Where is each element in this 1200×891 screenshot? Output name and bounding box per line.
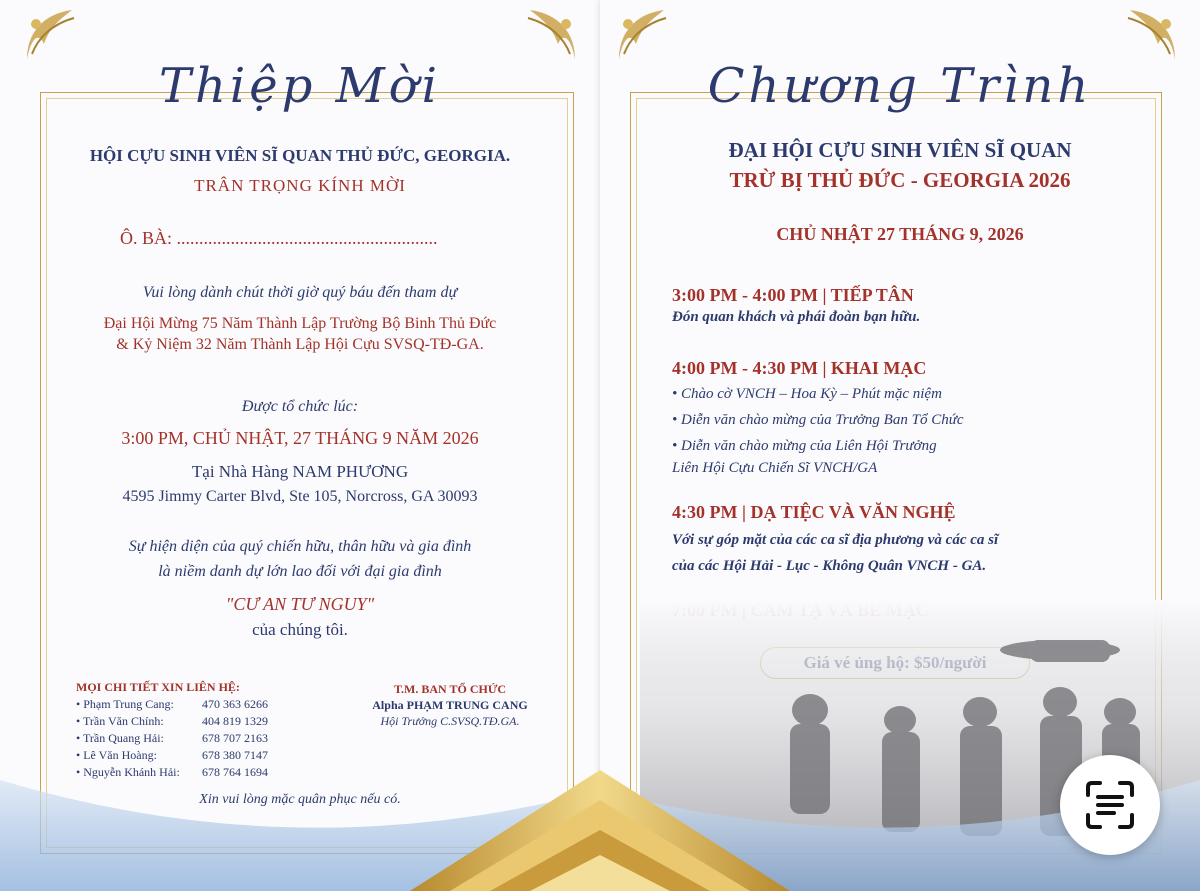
held-at-label: Được tổ chức lúc: [241,398,359,415]
motto: "CƯ AN TƯ NGUY" [225,594,375,614]
presence-line-2: là niềm danh dự lớn lao đối với đại gia đình [158,563,442,580]
contact-name: • Phạm Trung Cang: [76,697,174,711]
schedule-item-detail: • Diễn văn chào mừng của Trưởng Ban Tổ Chức [672,412,964,428]
schedule-item-detail: của các Hội Hải - Lục - Không Quân VNCH - GA. [672,558,987,574]
program-heading-1: ĐẠI HỘI CỰU SINH VIÊN SĨ QUAN [728,138,1072,162]
gold-ornament-icon [520,4,580,64]
dress-note: Xin vui lòng mặc quân phục nếu có. [199,792,401,807]
contact-phone: 404 819 1329 [202,714,268,728]
sign-organization: T.M. BAN TỔ CHỨC [393,682,507,696]
event-datetime: 3:00 PM, CHỦ NHẬT, 27 THÁNG 9 NĂM 2026 [121,428,479,448]
schedule-item-detail: Liên Hội Cựu Chiến Sĩ VNCH/GA [672,460,878,476]
of-us-text: của chúng tôi. [252,620,348,639]
schedule-item-detail: • Diễn văn chào mừng của Liên Hội Trưởng [672,438,937,454]
program-heading-2: TRỪ BỊ THỦ ĐỨC - GEORGIA 2026 [729,168,1071,192]
program-date: CHỦ NHẬT 27 THÁNG 9, 2026 [776,224,1024,244]
schedule-item-detail: Đón quan khách và phái đoàn bạn hữu. [672,309,921,325]
guest-line: Ô. BÀ: .......................................................... [120,228,438,248]
presence-line-1: Sự hiện diện của quý chiến hữu, thân hữu và gia đình [128,538,472,555]
contact-phone: 678 764 1694 [202,765,268,779]
venue-address: 4595 Jimmy Carter Blvd, Ste 105, Norcross, GA 30093 [122,488,478,505]
text-scan-icon [1060,755,1160,855]
venue-name: Tại Nhà Hàng NAM PHƯƠNG [191,462,409,481]
contact-name: • Nguyễn Khánh Hải: [76,765,180,779]
gold-ornament-icon [614,4,674,64]
contact-name: • Trần Quang Hải: [76,731,164,745]
contact-phone: 678 707 2163 [202,731,268,745]
schedule-item-detail: • Chào cờ VNCH – Hoa Kỳ – Phút mặc niệm [672,386,942,402]
invitation-title: Thiệp Mời [158,58,442,114]
gold-ornament-icon [1120,4,1180,64]
scan-text-button[interactable] [1060,755,1160,855]
contact-heading: MỌI CHI TIẾT XIN LIÊN HỆ: [76,680,240,694]
contact-phone: 470 363 6266 [202,697,268,711]
schedule-item-heading: 3:00 PM - 4:00 PM | TIẾP TÂN [672,285,914,305]
please-attend-text: Vui lòng dành chút thời giờ quý báu đến tham dự [142,284,458,301]
contact-name: • Lê Văn Hoàng: [76,748,157,762]
sign-title: Hội Trưởng C.SVSQ.TĐ.GA. [380,714,520,728]
schedule-item-heading: 4:30 PM | DẠ TIỆC VÀ VĂN NGHỆ [672,502,956,522]
contact-row [76,697,268,712]
contact-phone: 678 380 7147 [202,748,268,762]
event-line-1: Đại Hội Mừng 75 Năm Thành Lập Trường Bộ Binh Thủ Đức [103,315,497,332]
invite-text: TRÂN TRỌNG KÍNH MỜI [194,176,406,195]
sign-name: Alpha PHẠM TRUNG CANG [372,698,528,712]
organization-name: HỘI CỰU SINH VIÊN SĨ QUAN THỦ ĐỨC, GEORGIA. [89,146,511,165]
program-title: Chương Trình [707,58,1093,114]
schedule-item-heading: 4:00 PM - 4:30 PM | KHAI MẠC [672,358,927,378]
schedule-item-detail: Với sự góp mặt của các ca sĩ địa phương và các ca sĩ [672,532,999,548]
gold-ornament-icon [22,4,82,64]
gold-chevron-decoration [0,720,1200,891]
event-line-2: & Kỷ Niệm 32 Năm Thành Lập Hội Cựu SVSQ-TĐ-GA. [116,336,484,353]
contact-name: • Trần Văn Chính: [76,714,164,728]
